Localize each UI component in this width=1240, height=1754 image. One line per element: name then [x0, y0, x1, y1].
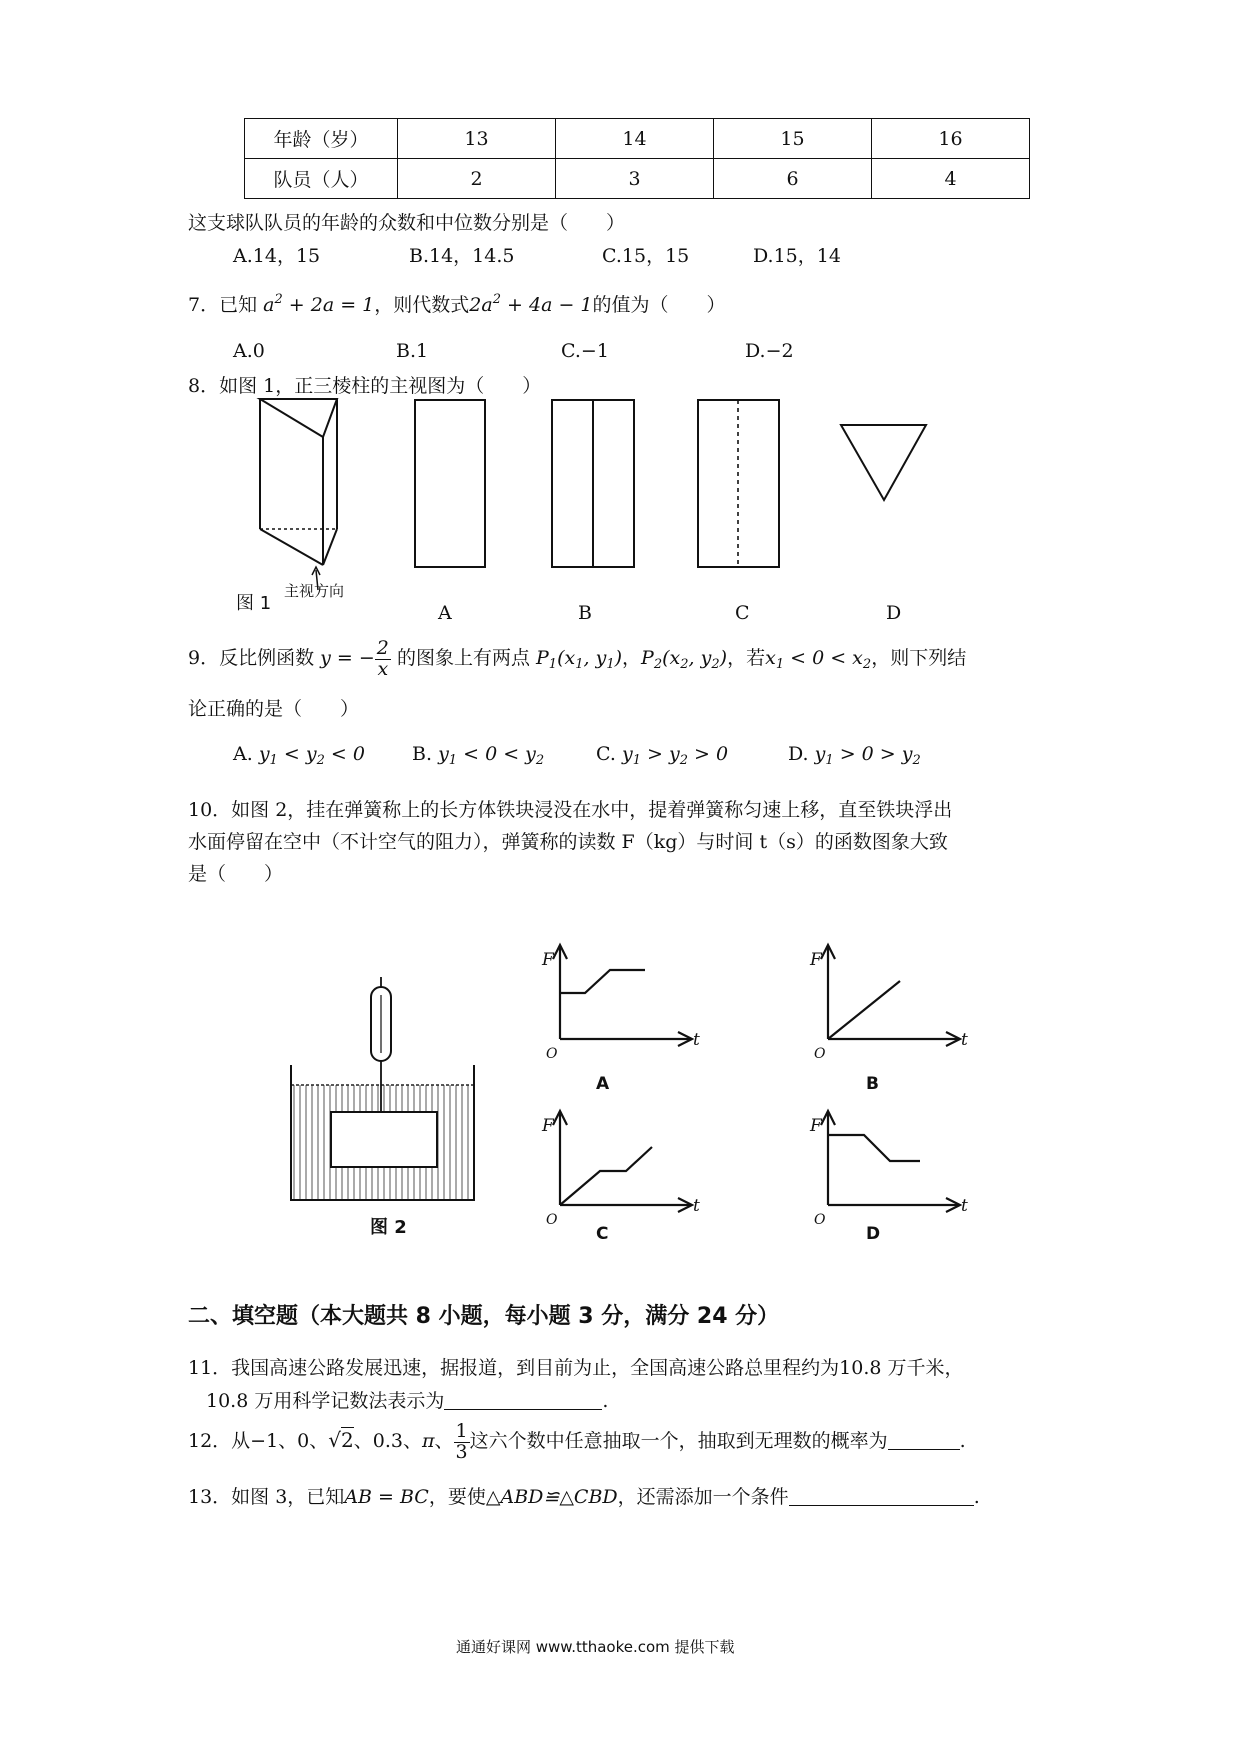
q7-option-d: D.−2	[745, 340, 794, 362]
q13-tail: ，还需添加一个条件	[617, 1486, 789, 1508]
q6-option-b: B.14，14.5	[409, 245, 515, 267]
axis-label-t: t	[961, 1030, 968, 1050]
q9-option-a: A. $y_1 < y_2 < 0$	[233, 743, 365, 768]
congruence: △ABD≌△CBD	[485, 1486, 618, 1508]
iron-block	[331, 1112, 437, 1167]
table-cell: 4	[872, 159, 1030, 199]
q8-label-c: C	[735, 602, 750, 624]
equation: $a^2 + 2a = 1$	[263, 292, 375, 316]
prism-figure	[260, 399, 337, 590]
answer-blank[interactable]	[888, 1431, 960, 1450]
q13-mid: ，要使	[428, 1486, 486, 1508]
q12-mid2: 、	[434, 1430, 454, 1452]
table-header-cell: 年龄（岁）	[245, 119, 398, 159]
q7-mid: ，则代数式	[374, 294, 470, 316]
q8-label-d: D	[886, 602, 902, 624]
expression: $2a^2 + 4a - 1$	[469, 292, 593, 316]
option-label: C.	[596, 743, 616, 765]
axis-label-t: t	[693, 1196, 700, 1216]
table-cell: 3	[556, 159, 714, 199]
q9-option-b: B. $y_1 < 0 < y_2$	[412, 743, 545, 768]
graph-b	[821, 945, 960, 1046]
q7-stem	[188, 290, 726, 317]
direction-label: 主视方向	[284, 582, 345, 600]
function-expression: y = −	[320, 647, 375, 669]
table-cell: 13	[398, 119, 556, 159]
fraction-one-third: $\frac{1}{3}$	[455, 1419, 468, 1463]
q12-mid: 、0.3、	[353, 1430, 422, 1452]
q11-line2: 10.8 万用科学记数法表示为 .	[206, 1390, 609, 1412]
q10-line2: 水面停留在空中（不计空气的阻力），弹簧称的读数 F（kg）与时间 t（s）的函数图象大致	[188, 831, 948, 853]
condition: $x_1 < 0 < x_2$	[765, 647, 872, 672]
q9-option-c: C. $y_1 > y_2 > 0$	[596, 743, 729, 768]
table-header-cell: 队员（人）	[245, 159, 398, 199]
q9-line2: 论正确的是（ ）	[188, 698, 360, 720]
given-condition: AB = BC	[344, 1486, 429, 1508]
figure-2-container	[285, 975, 485, 1230]
axis-label-f: F	[542, 950, 554, 970]
axis-label-f: F	[810, 1116, 822, 1136]
table-row	[245, 159, 1030, 199]
point-p1: $P_1(x_1$, $y_1$)	[536, 647, 623, 672]
option-label: B.	[412, 743, 433, 765]
option-a-rectangle	[415, 400, 485, 567]
sqrt-2: √2	[328, 1428, 354, 1452]
graph-label-a: A	[596, 1074, 610, 1094]
q6-option-a: A.14，15	[233, 245, 321, 267]
graph-label-d: D	[866, 1224, 881, 1244]
option-d-triangle	[841, 425, 926, 500]
q7-tail: 的值为（ ）	[592, 294, 726, 316]
q9-tail: ，则下列结	[871, 647, 967, 669]
q8-label-a: A	[438, 602, 452, 624]
table-cell: 14	[556, 119, 714, 159]
q8-label-b: B	[578, 602, 592, 624]
q13-stem: 13．如图 3，已知AB = BC，要使△ABD≌△CBD，还需添加一个条件 .	[188, 1486, 980, 1508]
graph-a	[553, 945, 692, 1046]
graph-label-c: C	[596, 1224, 609, 1244]
table-cell: 6	[714, 159, 872, 199]
q12-stem: 12．从−1、0、√2、0.3、π、 $\frac{1}{3}$ 这六个数中任意抽取一个，抽取到无理数的概率为 .	[188, 1419, 966, 1463]
answer-blank[interactable]	[444, 1391, 602, 1410]
figure-1-label: 图 1	[236, 593, 272, 614]
q13-prefix: 13．如图 3，已知	[188, 1486, 345, 1508]
fraction: $\frac{2}{x}$	[376, 636, 389, 680]
origin-label: O	[546, 1212, 558, 1228]
q12-tail: 这六个数中任意抽取一个，抽取到无理数的概率为	[469, 1430, 888, 1452]
q11-text: 10.8 万用科学记数法表示为	[206, 1390, 445, 1412]
option-b-rectangle	[552, 400, 634, 567]
graphs	[530, 935, 970, 1245]
q9-mid2: ，若	[727, 647, 766, 669]
pi-symbol: π	[421, 1430, 435, 1452]
q8-stem: 8．如图 1，正三棱柱的主视图为（ ）	[188, 375, 542, 397]
footer: 通通好课网 www.tthaoke.com 提供下载	[456, 1638, 735, 1656]
axis-label-f: F	[542, 1116, 554, 1136]
graph-label-b: B	[866, 1074, 879, 1094]
answer-blank[interactable]	[789, 1487, 974, 1506]
option-c-rectangle	[698, 400, 779, 567]
q6-option-d: D.15，14	[753, 245, 841, 267]
q9-option-d: D. $y_1 > 0 > y_2$	[788, 743, 921, 768]
q7-option-c: C.−1	[561, 340, 609, 362]
table-cell: 15	[714, 119, 872, 159]
q9-mid1: 的图象上有两点	[396, 647, 530, 669]
option-label: A.	[233, 743, 253, 765]
table-row	[245, 119, 1030, 159]
q6-option-c: C.15，15	[602, 245, 690, 267]
section-heading: 二、填空题（本大题共 8 小题，每小题 3 分，满分 24 分）	[188, 1304, 780, 1329]
q11-line1: 11．我国高速公路发展迅速，据报道，到目前为止，全国高速公路总里程约为10.8 万千米，	[188, 1357, 964, 1379]
age-table	[244, 118, 1030, 199]
q12-prefix: 12．从−1、0、	[188, 1430, 329, 1452]
origin-label: O	[814, 1212, 826, 1228]
q6-stem: 这支球队队员的年龄的众数和中位数分别是（ ）	[188, 212, 626, 234]
q7-option-b: B.1	[396, 340, 429, 362]
axis-label-t: t	[961, 1196, 968, 1216]
q9-stem: 9．反比例函数 y = − $\frac{2}{x}$ 的图象上有两点 $P_1(x_1$, $y_1$)，$P_2(x_2$, $y_2$)，若$x_1 < 0 < x_2$，则下列结	[188, 636, 967, 680]
figure-2-label: 图 2	[370, 1217, 407, 1238]
axis-label-t: t	[693, 1030, 700, 1050]
q10-line1: 10．如图 2，挂在弹簧称上的长方体铁块浸没在水中，提着弹簧称匀速上移，直至铁块浮出	[188, 799, 953, 821]
q7-option-a: A.0	[233, 340, 265, 362]
point-p2: $P_2(x_2$, $y_2$)	[641, 647, 728, 672]
graph-c	[553, 1111, 692, 1212]
origin-label: O	[546, 1046, 558, 1062]
option-label: D.	[788, 743, 809, 765]
q7-number: 7．已知	[188, 294, 258, 316]
table-cell: 2	[398, 159, 556, 199]
graph-d	[821, 1111, 960, 1212]
origin-label: O	[814, 1046, 826, 1062]
q9-prefix: 9．反比例函数	[188, 647, 315, 669]
axis-label-f: F	[810, 950, 822, 970]
table-cell: 16	[872, 119, 1030, 159]
q10-line3: 是（ ）	[188, 863, 284, 885]
